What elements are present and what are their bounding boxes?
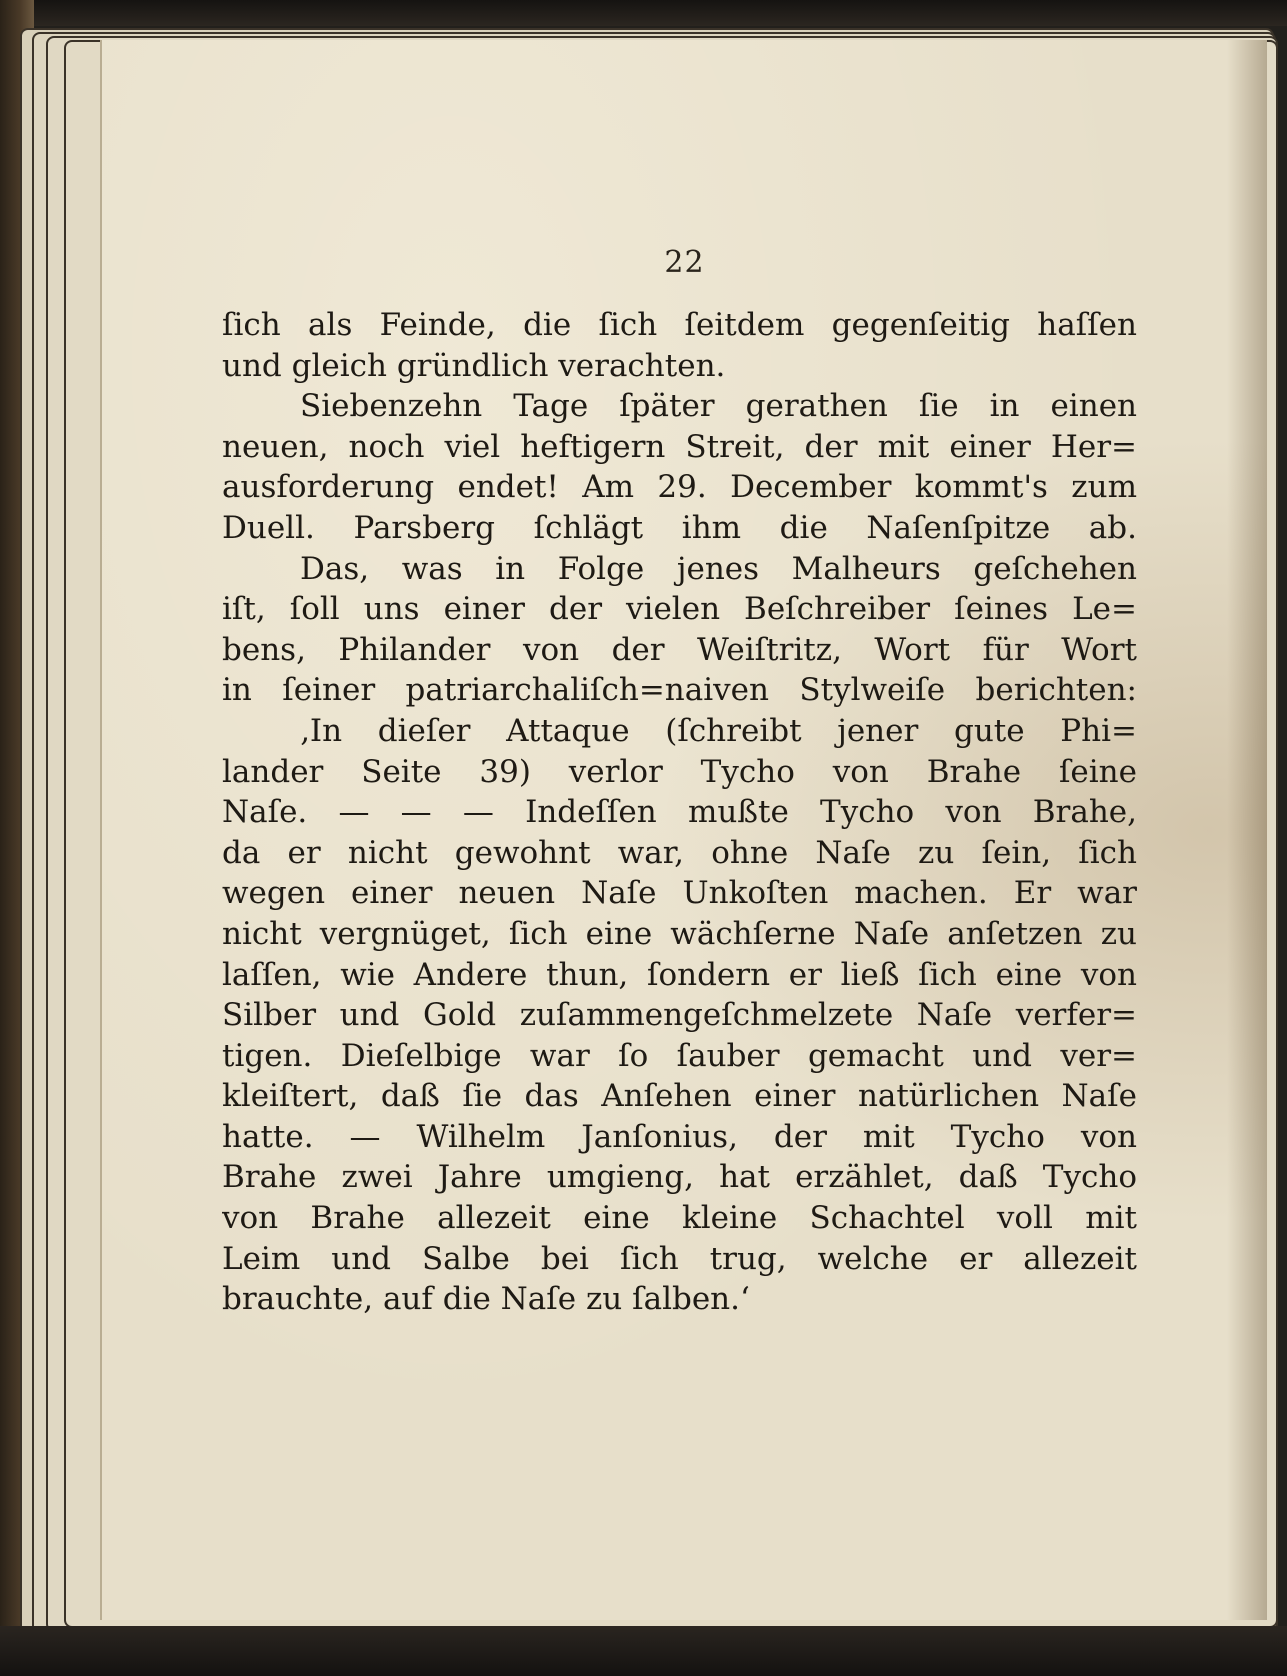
text-line: Brahe zwei Jahre umgieng, hat erzählet, daß Tycho [222, 1159, 1137, 1196]
text-line: ſich als Feinde, die ſich ſeitdem gegenſeitig haſſen [222, 307, 1137, 343]
page-text [222, 305, 1137, 1320]
text-line: Silber und Gold zuſammengeſchmelzete Naſe verfer= [222, 997, 1137, 1034]
text-line: da er nicht gewohnt war, ohne Naſe zu ſein, ſich [222, 834, 1137, 871]
text-line: hatte. — Wilhelm Janſonius, der mit Tycho von [222, 1118, 1137, 1155]
book-bottom-edge [0, 1626, 1287, 1676]
text-line: in ſeiner patriarchaliſch=naiven Stylweiſe berichten: [222, 672, 1137, 709]
text-line: kleiſtert, daß ſie das Anſehen einer natürlichen Naſe [222, 1078, 1137, 1115]
text-line: Das, was in Folge jenes Malheurs geſchehen [300, 550, 1137, 587]
text-line: brauchte, auf die Naſe zu ſalben.‘ [222, 1281, 750, 1318]
text-line: von Brahe allezeit eine kleine Schachtel voll mit [222, 1200, 1137, 1237]
text-line: bens, Philander von der Weiſtritz, Wort für Wort [222, 631, 1137, 668]
text-line: Leim und Salbe bei ſich trug, welche er allezeit [222, 1240, 1137, 1277]
text-line: Naſe. — — — Indeſſen mußte Tycho von Brahe, [222, 794, 1137, 831]
text-line: lander Seite 39) verlor Tycho von Brahe ſeine [222, 753, 1137, 790]
text-line: und gleich gründlich verachten. [222, 347, 726, 384]
book-top-edge [0, 0, 1287, 26]
text-line: iſt, ſoll uns einer der vielen Beſchreiber ſeines Le= [222, 591, 1137, 628]
text-line: ‚In dieſer Attaque (ſchreibt jener gute Phi= [300, 712, 1137, 749]
text-line: Duell. Parsberg ſchlägt ihm die Naſenſpitze ab. [222, 509, 1137, 546]
page-number: 22 [664, 245, 705, 280]
text-line: ausforderung endet! Am 29. December kommt's zum [222, 469, 1137, 506]
text-line: tigen. Dieſelbige war ſo ſauber gemacht und ver= [222, 1037, 1137, 1074]
text-line: nicht vergnüget, ſich eine wächſerne Naſe anſetzen zu [222, 915, 1137, 952]
text-line: Siebenzehn Tage ſpäter gerathen ſie in einen [300, 388, 1137, 425]
text-line: neuen, noch viel heftigern Streit, der mit einer Her= [222, 428, 1137, 465]
text-line: laſſen, wie Andere thun, ſondern er ließ ſich eine von [222, 956, 1137, 993]
text-line: wegen einer neuen Naſe Unkoſten machen. Er war [222, 875, 1137, 912]
